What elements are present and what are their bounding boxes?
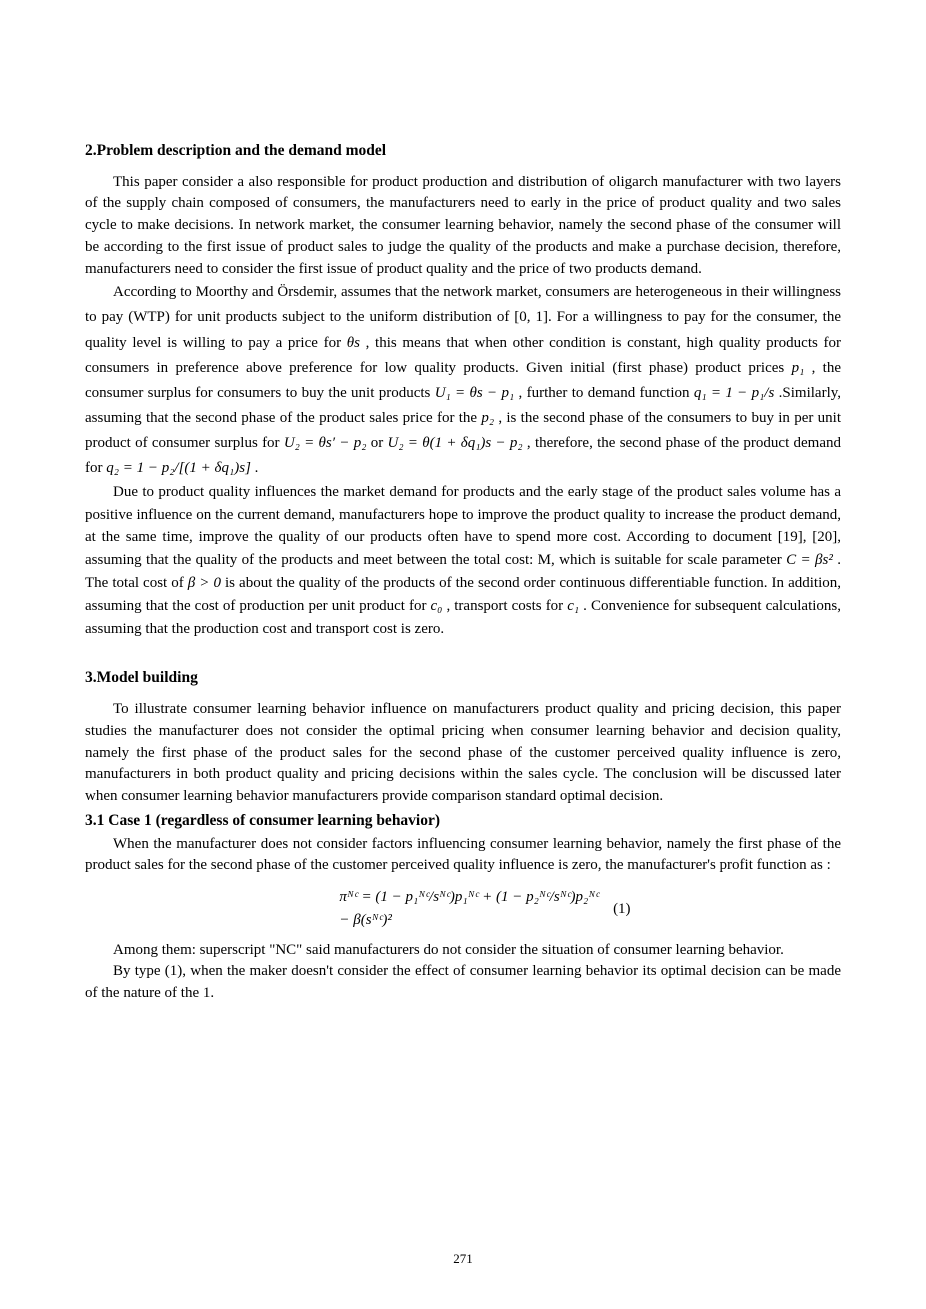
content-area	[85, 140, 841, 1005]
paragraph-quality-cost	[85, 481, 841, 641]
inline-math-q1: q₁ = 1 − p₁/s	[693, 384, 775, 401]
subsection-heading-case-1: 3.1 Case 1 (regardless of consumer learning behavior)	[85, 811, 441, 829]
inline-math-cost: C = βs²	[786, 552, 833, 569]
text-run: This paper consider a also responsible for product production and distribution of oligarch manufacturer with two layers of the supply chain composed of consumers, the manufacturers need to early in the price of product quality and two sales cycle to make decisions. In network market, the consumer learning behavior, namely the second phase of the consumer will be according to the first issue of product sales to judge the quality of the products and make a purchase decision, therefore, manufacturers need to consider the first issue of product quality and the price of two products demand.	[85, 173, 841, 277]
text-run: By type (1), when the maker doesn't consider the effect of consumer learning behavior its optimal decision can be made of the nature of the 1.	[85, 963, 841, 1002]
text-run: , this means that when other condition is constant, high quality products for consumers in preference above preference for low quality products. Given initial (first phase) product prices	[85, 334, 841, 376]
text-run: .	[250, 459, 259, 476]
text-run: , further to demand function	[514, 384, 694, 401]
paragraph-type1-note	[85, 961, 841, 1005]
text-run: To illustrate consumer learning behavior influence on manufacturers product quality and pricing decision, this paper studies the manufacturer does not consider the optimal pricing when consumer learning behavior and decision quality, namely the first phase of the product sales for the second phase of the customer perceived quality influence is zero, manufacturers in both product quality and pricing decisions within the sales cycle. The conclusion will be discussed later when consumer learning behavior manufacturers provide comparison standard optimal decision.	[85, 701, 841, 805]
text-run: . The total cost of	[85, 552, 842, 591]
inline-math-p2: p₂	[481, 409, 495, 426]
paragraph-demand-model	[85, 280, 841, 480]
section-heading-model-building: 3.Model building	[85, 669, 198, 687]
text-run: , therefore, the second phase of the product demand for	[85, 434, 841, 476]
equation-line-1: πᴺᶜ = (1 − p₁ᴺᶜ/sᴺᶜ)p₁ᴺᶜ + (1 − p₂ᴺᶜ/sᴺᶜ)p₂ᴺᶜ	[339, 889, 600, 906]
inline-math-theta-s: θs	[346, 334, 360, 351]
section-heading-problem-description: 2.Problem description and the demand model	[85, 142, 387, 159]
inline-math-u2-a: U₂ = θs′ − p₂	[283, 434, 367, 451]
inline-math-q2: q₂ = 1 − p₂/[(1 + δq₁)s]	[106, 459, 251, 476]
text-run: , the consumer surplus for consumers to buy the unit products	[85, 359, 842, 401]
equation-number: (1)	[613, 900, 631, 917]
equation-1	[107, 886, 863, 933]
text-run: According to Moorthy and Örsdemir, assumes that the network market, consumers are heterogeneous in their willingness to pay (WTP) for unit products subject to the uniform distribution of [0, 1]. For a willingness to pay for the consumer, the quality level is willing to pay a price for	[85, 284, 841, 351]
inline-math-u2-b: U₂ = θ(1 + δq₁)s − p₂	[387, 434, 523, 451]
text-run: or	[366, 434, 388, 451]
equation-lines	[339, 886, 599, 933]
text-run: Among them: superscript "NC" said manufacturers do not consider the situation of consumer learning behavior.	[113, 941, 784, 958]
paragraph-superscript-note	[85, 940, 841, 962]
text-run: . Convenience for subsequent calculations, assuming that the production cost and transport cost is zero.	[85, 597, 842, 637]
equation-line-2: − β(sᴺᶜ)²	[339, 912, 392, 929]
paragraph-model-building	[85, 699, 841, 808]
text-run: When the manufacturer does not consider factors influencing consumer learning behavior, namely the first phase of the product sales for the second phase of the customer perceived quality influence is zero, the manufacturer's profit function as :	[85, 835, 841, 874]
page-number: 271	[453, 1251, 473, 1266]
text-run: Due to product quality influences the market demand for products and the early stage of the product sales volume has a positive influence on the current demand, manufacturers hope to improve the product quality to increase the product demand, at the same time, improve the quality of our products often have to spend more cost. According to document [19], [20], assuming that the quality of the products and meet between the total cost: M, which is suitable for scale parameter	[85, 483, 841, 569]
inline-math-u1: U₁ = θs − p₁	[434, 384, 515, 401]
inline-math-beta: β > 0	[187, 575, 221, 591]
text-run: .Similarly, assuming that the second phase of the product sales price for the	[85, 384, 842, 426]
paragraph-case1-intro	[85, 834, 841, 878]
text-run: , is the second phase of the consumers to buy in per unit product of consumer surplus for	[85, 409, 841, 451]
inline-math-c0: c₀	[430, 597, 443, 614]
inline-math-p1: p₁	[791, 359, 805, 376]
text-run: is about the quality of the products of the second order continuous differentiable function. In addition, assuming that the cost of production per unit product for	[85, 575, 841, 614]
paragraph-problem-intro	[85, 172, 841, 281]
text-run: , transport costs for	[442, 597, 568, 614]
inline-math-c1: c₁	[567, 597, 580, 614]
